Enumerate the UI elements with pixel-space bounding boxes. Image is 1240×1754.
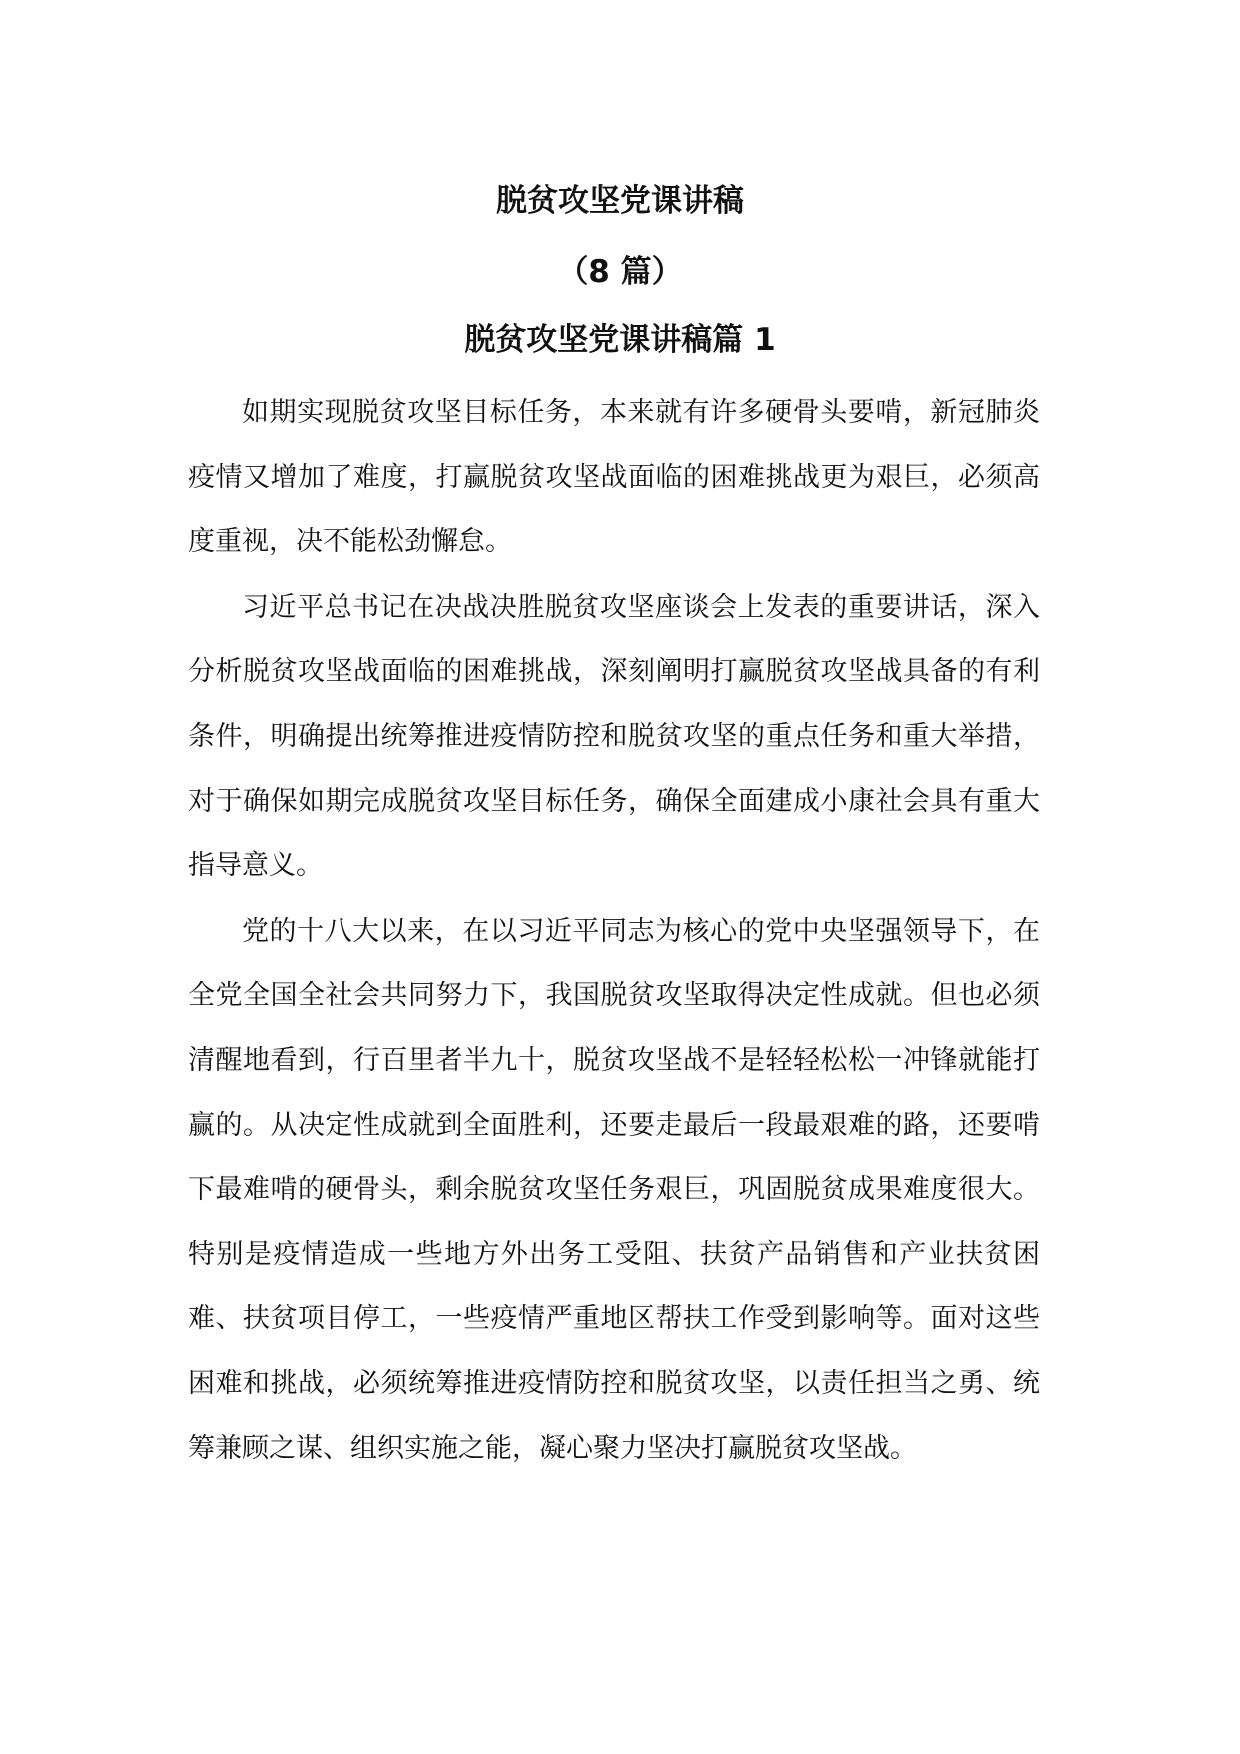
document-body: [188, 381, 1040, 1481]
document-subtitle: （8 篇）: [557, 254, 683, 290]
paragraph-2: 习近平总书记在决战决胜脱贫攻坚座谈会上发表的重要讲话，深入分析脱贫攻坚战面临的困难挑战，深刻阐明打赢脱贫攻坚战具备的有利条件，明确提出统筹推进疫情防控和脱贫攻坚的重点任务和重大举措，对于确保如期完成脱贫攻坚目标任务，确保全面建成小康社会具有重大指导意义。: [188, 591, 1040, 882]
document-title: 脱贫攻坚党课讲稿: [496, 183, 744, 219]
paragraph-3: 党的十八大以来，在以习近平同志为核心的党中央坚强领导下，在全党全国全社会共同努力下，我国脱贫攻坚取得决定性成就。但也必须清醒地看到，行百里者半九十，脱贫攻坚战不是轻轻松松一冲锋就能打赢的。从决定性成就到全面胜利，还要走最后一段最艰难的路，还要啃下最难啃的硬骨头，剩余脱贫攻坚任务艰巨，巩固脱贫成果难度很大。特别是疫情造成一些地方外出务工受阻、扶贫产品销售和产业扶贫困难、扶贫项目停工，一些疫情严重地区帮扶工作受到影响等。面对这些困难和挑战，必须统筹推进疫情防控和脱贫攻坚，以责任担当之勇、统筹兼顾之谋、组织实施之能，凝心聚力坚决打赢脱贫攻坚战。: [188, 915, 1040, 1464]
paragraph-1: 如期实现脱贫攻坚目标任务，本来就有许多硬骨头要啃，新冠肺炎疫情又增加了难度，打赢脱贫攻坚战面临的困难挑战更为艰巨，必须高度重视，决不能松劲懈怠。: [188, 397, 1040, 558]
section-heading: 脱贫攻坚党课讲稿篇 1: [464, 322, 776, 358]
